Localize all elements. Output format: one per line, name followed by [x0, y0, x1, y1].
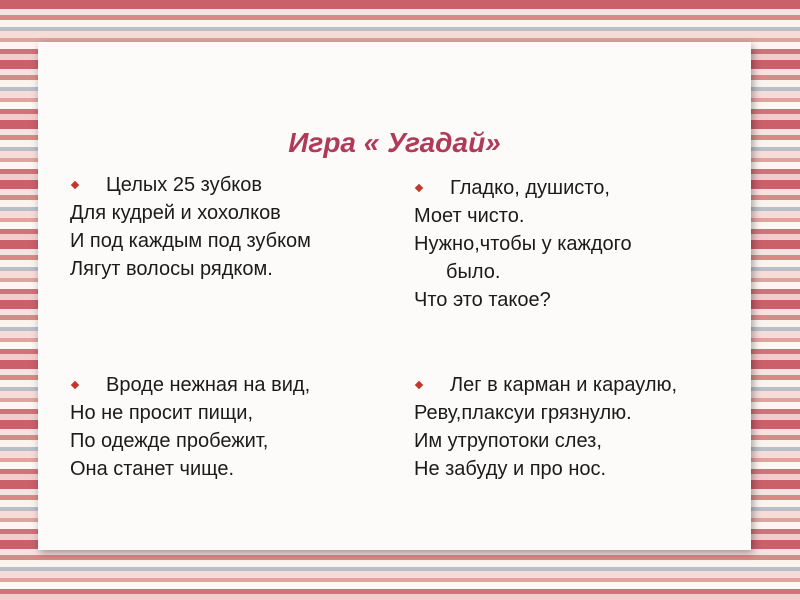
diamond-bullet-icon	[415, 381, 423, 389]
riddle-line: Им утрупотоки слез,	[414, 430, 602, 452]
riddle-line: Она станет чище.	[70, 458, 235, 480]
riddle-comb	[70, 171, 311, 283]
riddle-line: Целых 25 зубков	[106, 174, 263, 196]
riddle-brush	[70, 371, 310, 483]
riddle-line: было.	[446, 261, 501, 283]
riddle-line: Вроде нежная на вид,	[106, 374, 311, 396]
riddle-line: И под каждым под зубком	[70, 230, 311, 252]
riddle-line: Но не просит пищи,	[70, 402, 253, 424]
riddle-line: Реву,плаксуи грязнулю.	[414, 402, 632, 424]
riddle-line: По одежде пробежит,	[70, 430, 269, 452]
riddle-line: Моет чисто.	[414, 205, 525, 227]
riddle-handkerchief	[414, 371, 677, 483]
riddle-line: Лягут волосы рядком.	[70, 258, 273, 280]
diamond-bullet-icon	[415, 184, 423, 192]
riddle-line: Гладко, душисто,	[450, 177, 610, 199]
riddle-line: Не забуду и про нос.	[414, 458, 607, 480]
riddle-line: Что это такое?	[414, 289, 551, 311]
riddle-line: Нужно,чтобы у каждого	[414, 233, 632, 255]
diamond-bullet-icon	[71, 381, 79, 389]
riddle-line: Для кудрей и хохолков	[70, 202, 281, 224]
slide-title: Игра « Угадай»	[288, 127, 501, 158]
diamond-bullet-icon	[71, 181, 79, 189]
riddle-line: Лег в карман и караулю,	[450, 374, 678, 396]
riddle-soap	[414, 174, 632, 314]
